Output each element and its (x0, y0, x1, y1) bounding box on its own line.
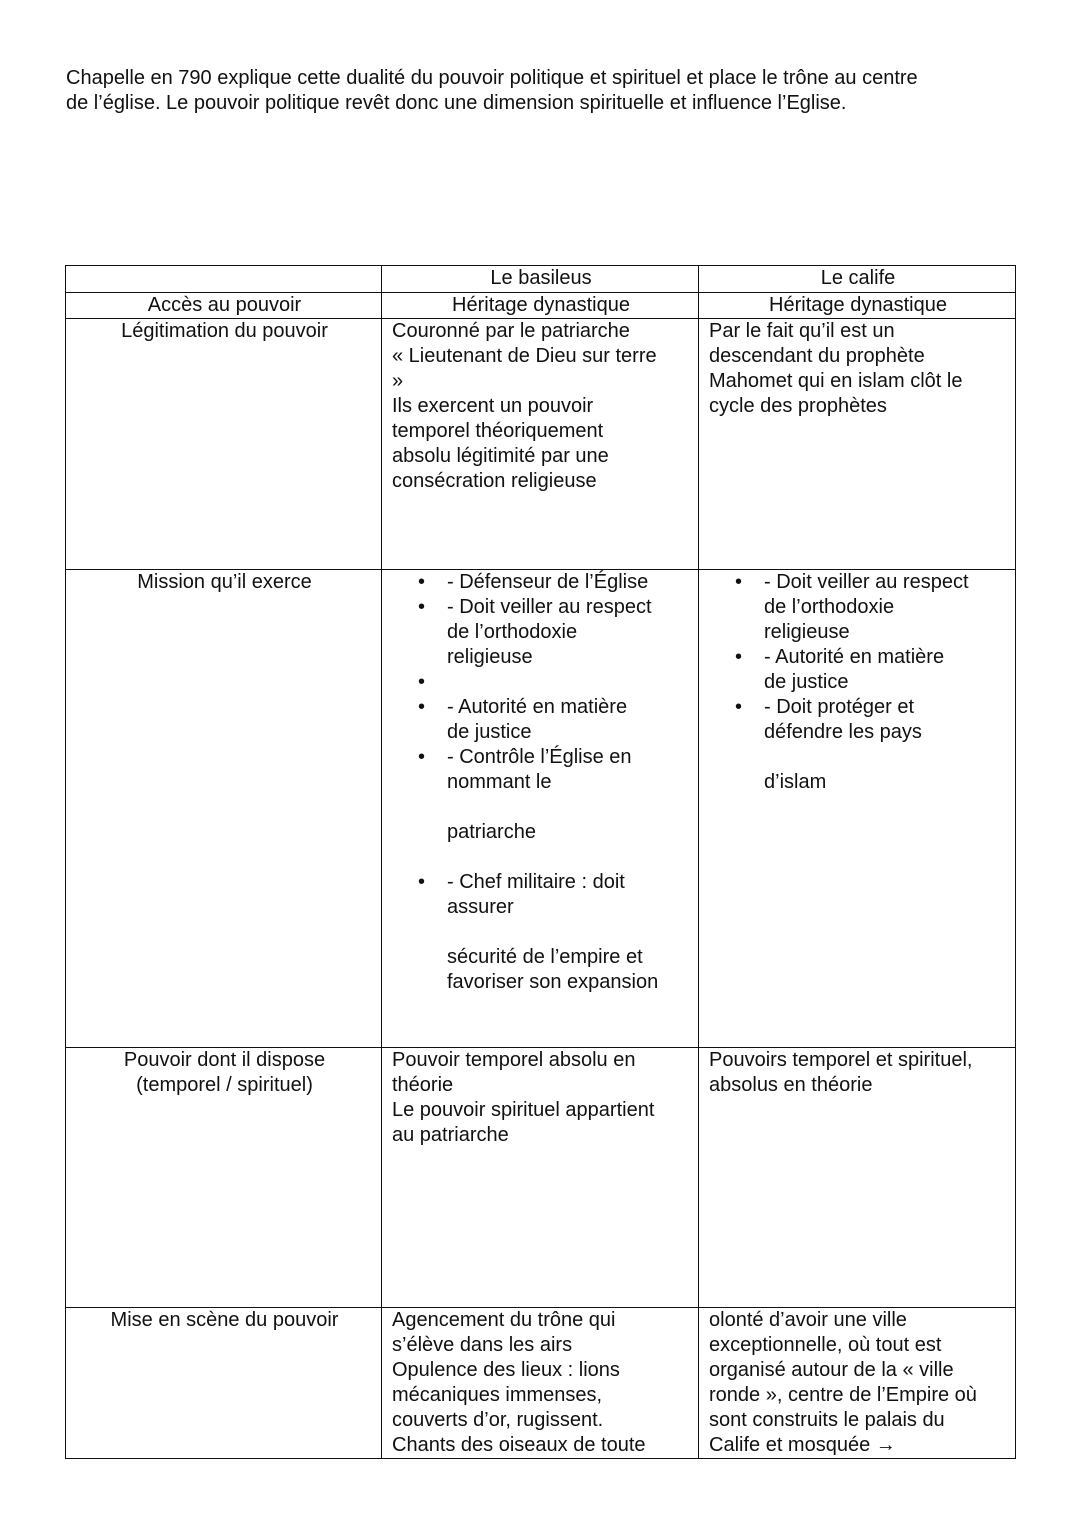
text-line: de l’orthodoxie (447, 621, 578, 643)
text-line: • - Doit veiller au respect (764, 571, 969, 593)
text-line: patriarche (447, 821, 536, 843)
text-line: Par le fait qu’il est un (709, 320, 895, 342)
pouvoir-calife (699, 1048, 1016, 1308)
text-line: Pouvoirs temporel et spirituel, (709, 1049, 973, 1071)
list-item (382, 870, 690, 995)
row-mise-en-scene (66, 1308, 1016, 1459)
row-label-pouvoir (66, 1048, 382, 1308)
text-line: Calife et mosquée → (709, 1434, 896, 1456)
mission-basileus (382, 570, 699, 1048)
text-line: • - Chef militaire : doit (447, 871, 625, 893)
text-line: sont construits le palais du (709, 1409, 945, 1431)
mission-basileus-list (382, 570, 690, 995)
text-line: Le pouvoir spirituel appartient (392, 1099, 655, 1121)
intro-paragraph (66, 66, 1016, 116)
row-legitimation (66, 319, 1016, 570)
text-line: Mahomet qui en islam clôt le (709, 370, 963, 392)
text-line: « Lieutenant de Dieu sur terre (392, 345, 657, 367)
list-item (699, 570, 1007, 645)
text-line: • - Doit protéger et (764, 696, 915, 718)
text-line: organisé autour de la « ville (709, 1359, 954, 1381)
text-line: nommant le (447, 771, 552, 793)
text-line: religieuse (764, 621, 850, 643)
text-line: au patriarche (392, 1124, 509, 1146)
text-line: théorie (392, 1074, 454, 1096)
header-empty-cell (66, 266, 382, 293)
text-line: de justice (764, 671, 849, 693)
list-item-empty (382, 670, 690, 695)
header-calife: Le calife (699, 266, 1016, 293)
pouvoir-basileus (382, 1048, 699, 1308)
text-line: d’islam (764, 771, 827, 793)
text-line: de l’orthodoxie (764, 596, 895, 618)
text-line: Chants des oiseaux de toute (392, 1434, 646, 1456)
text-line: Opulence des lieux : lions (392, 1359, 620, 1381)
acces-calife: Héritage dynastique (699, 293, 1016, 319)
text-line: favoriser son expansion (447, 971, 659, 993)
text-line: Couronné par le patriarche (392, 320, 630, 342)
text-line: descendant du prophète (709, 345, 925, 367)
row-label-legitimation: Légitimation du pouvoir (66, 319, 382, 570)
row-label-acces: Accès au pouvoir (66, 293, 382, 319)
text-line: Pouvoir temporel absolu en (392, 1049, 636, 1071)
text-line: Agencement du trône qui (392, 1309, 616, 1331)
text-line: mécaniques immenses, (392, 1384, 603, 1406)
text-line: absolu légitimité par une (392, 445, 609, 467)
list-item (382, 745, 690, 870)
text-line: s’élève dans les airs (392, 1334, 573, 1356)
text-line: • - Défenseur de l’Église (447, 571, 649, 593)
text-line: assurer (447, 896, 514, 918)
text-line: Ils exercent un pouvoir (392, 395, 594, 417)
table-header-row (66, 266, 1016, 293)
mise-en-scene-basileus (382, 1308, 699, 1459)
row-label-mission: Mission qu’il exerce (66, 570, 382, 1048)
legitimation-calife (699, 319, 1016, 570)
list-item (699, 645, 1007, 695)
text-line: • - Contrôle l’Église en (447, 746, 632, 768)
list-item (382, 695, 690, 745)
row-mission (66, 570, 1016, 1048)
text-line: exceptionnelle, où tout est (709, 1334, 942, 1356)
row-acces (66, 293, 1016, 319)
text-line: • - Autorité en matière (447, 696, 628, 718)
text-line: sécurité de l’empire et (447, 946, 643, 968)
list-item (382, 570, 690, 595)
row-pouvoir (66, 1048, 1016, 1308)
acces-basileus: Héritage dynastique (382, 293, 699, 319)
mission-calife (699, 570, 1016, 1048)
list-item (699, 695, 1007, 795)
intro-line-2: de l’église. Le pouvoir politique revêt donc une dimension spirituelle et influence l’Eglise. (66, 92, 847, 114)
comparison-table (65, 265, 1016, 1459)
text-line: religieuse (447, 646, 533, 668)
text-line: couverts d’or, rugissent. (392, 1409, 604, 1431)
text-line: consécration religieuse (392, 470, 597, 492)
text-line: de justice (447, 721, 532, 743)
intro-line-1: Chapelle en 790 explique cette dualité du pouvoir politique et spirituel et place le trône au centre (66, 67, 918, 89)
text-line: • - Doit veiller au respect (447, 596, 652, 618)
text-line: ronde », centre de l’Empire où (709, 1384, 977, 1406)
row-label-pouvoir-line2: (temporel / spirituel) (136, 1074, 313, 1096)
row-label-pouvoir-line1: Pouvoir dont il dispose (123, 1049, 326, 1071)
legitimation-basileus (382, 319, 699, 570)
header-basileus: Le basileus (382, 266, 699, 293)
text-line: défendre les pays (764, 721, 922, 743)
mission-calife-list (699, 570, 1007, 795)
text-line: cycle des prophètes (709, 395, 887, 417)
text-line: temporel théoriquement (392, 420, 604, 442)
text-line: » (392, 370, 404, 392)
text-line: • - Autorité en matière (764, 646, 945, 668)
row-label-mise-en-scene: Mise en scène du pouvoir (66, 1308, 382, 1459)
mise-en-scene-calife (699, 1308, 1016, 1459)
text-line: olonté d’avoir une ville (709, 1309, 907, 1331)
text-line: absolus en théorie (709, 1074, 873, 1096)
list-item (382, 595, 690, 670)
